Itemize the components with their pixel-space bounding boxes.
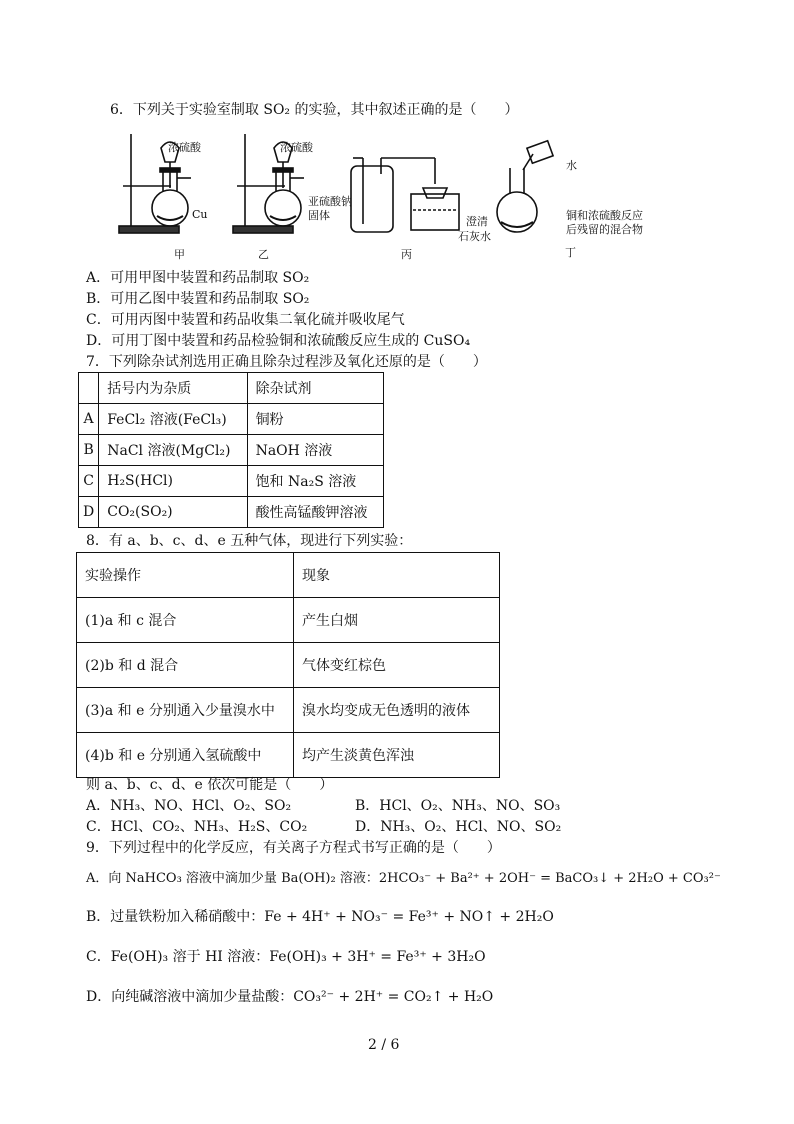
table-cell: 饱和 Na₂S 溶液 [247,466,383,497]
q6-option-a: A．可用甲图中装置和药品制取 SO₂ [86,270,310,286]
q7-stem: 7．下列除杂试剂选用正确且除杂过程涉及氧化还原的是（ ） [86,354,487,370]
table-cell: 产生白烟 [294,598,500,643]
q8-option-a: A．NH₃、NO、HCl、O₂、SO₂ [86,798,292,814]
q7-table [78,372,384,528]
q8-option-b: B．HCl、O₂、NH₃、NO、SO₃ [355,798,561,814]
ding-water-label: 水 [566,159,577,172]
caption-ding: 丁 [565,246,576,259]
caption-bing: 丙 [401,248,412,261]
table-cell: 铜粉 [247,404,383,435]
table-header-cell: 实验操作 [77,553,294,598]
ding-label-1: 铜和浓硫酸反应 [566,209,643,222]
table-header-row [79,373,384,404]
bing-label-1: 澄清 [466,215,488,228]
table-header-cell: 括号内为杂质 [99,373,247,404]
table-cell: FeCl₂ 溶液(FeCl₃) [99,404,247,435]
ding-label-2: 后残留的混合物 [566,223,643,236]
table-cell: (2)b 和 d 混合 [77,643,294,688]
table-cell: NaCl 溶液(MgCl₂) [99,435,247,466]
bing-label-2: 石灰水 [458,230,491,243]
table-cell: H₂S(HCl) [99,466,247,497]
table-header-row [77,553,500,598]
q9-stem: 9．下列过程中的化学反应，有关离子方程式书写正确的是（ ） [86,840,501,856]
q9-option-b: B．过量铁粉加入稀硝酸中：Fe + 4H⁺ + NO₃⁻ = Fe³⁺ + NO↑ + 2H₂O [86,909,554,925]
table-header-cell: 现象 [294,553,500,598]
q6-option-b: B．可用乙图中装置和药品制取 SO₂ [86,291,310,307]
q8-stem: 8．有 a、b、c、d、e 五种气体，现进行下列实验： [86,533,413,549]
yi-salt-label-1: 亚硫酸钠 [308,195,352,208]
table-cell: (1)a 和 c 混合 [77,598,294,643]
table-cell: A [79,404,99,435]
q8-option-c: C．HCl、CO₂、NH₃、H₂S、CO₂ [86,819,308,835]
table-cell: 酸性高锰酸钾溶液 [247,497,383,528]
q6-stem: 6．下列关于实验室制取 SO₂ 的实验，其中叙述正确的是（ ） [110,102,519,118]
table-cell: NaOH 溶液 [247,435,383,466]
apparatus-ding [497,141,553,232]
table-cell: B [79,435,99,466]
q9-option-d: D．向纯碱溶液中滴加少量盐酸：CO₃²⁻ + 2H⁺ = CO₂↑ + H₂O [86,989,494,1005]
jia-acid-label: 浓硫酸 [168,141,201,154]
table-row [79,404,384,435]
table-row [77,733,500,778]
table-row [77,643,500,688]
q8-question: 则 a、b、c、d、e 依次可能是（ ） [86,777,334,793]
table-header-cell: 除杂试剂 [247,373,383,404]
table-cell: C [79,466,99,497]
table-row [79,466,384,497]
caption-yi: 乙 [258,248,269,261]
q9-option-a: A．向 NaHCO₃ 溶液中滴加少量 Ba(OH)₂ 溶液：2HCO₃⁻ + Ba²⁺ + 2OH⁻ = BaCO₃↓ + 2H₂O + CO₃²⁻ [86,871,721,886]
q9-option-c: C．Fe(OH)₃ 溶于 HI 溶液：Fe(OH)₃ + 3H⁺ = Fe³⁺ + 3H₂O [86,949,486,965]
caption-jia: 甲 [174,248,185,261]
q6-option-c: C．可用丙图中装置和药品收集二氧化硫并吸收尾气 [86,312,405,328]
table-cell: 溴水均变成无色透明的液体 [294,688,500,733]
table-cell: 气体变红棕色 [294,643,500,688]
table-row [79,435,384,466]
table-cell: CO₂(SO₂) [99,497,247,528]
table-cell: (4)b 和 e 分别通入氢硫酸中 [77,733,294,778]
q8-option-d: D．NH₃、O₂、HCl、NO、SO₂ [355,819,562,835]
table-cell: (3)a 和 e 分别通入少量溴水中 [77,688,294,733]
yi-acid-label: 浓硫酸 [280,141,313,154]
jia-metal-label: Cu [192,208,208,221]
page-number: 2 / 6 [368,1037,400,1053]
table-cell: 均产生淡黄色浑浊 [294,733,500,778]
apparatus-bing [351,158,459,232]
table-row [77,598,500,643]
table-header-cell [79,373,99,404]
q8-table [76,552,500,778]
table-row [79,497,384,528]
yi-salt-label-2: 固体 [308,209,330,222]
table-row [77,688,500,733]
q6-option-d: D．可用丁图中装置和药品检验铜和浓硫酸反应生成的 CuSO₄ [86,333,471,349]
table-cell: D [79,497,99,528]
